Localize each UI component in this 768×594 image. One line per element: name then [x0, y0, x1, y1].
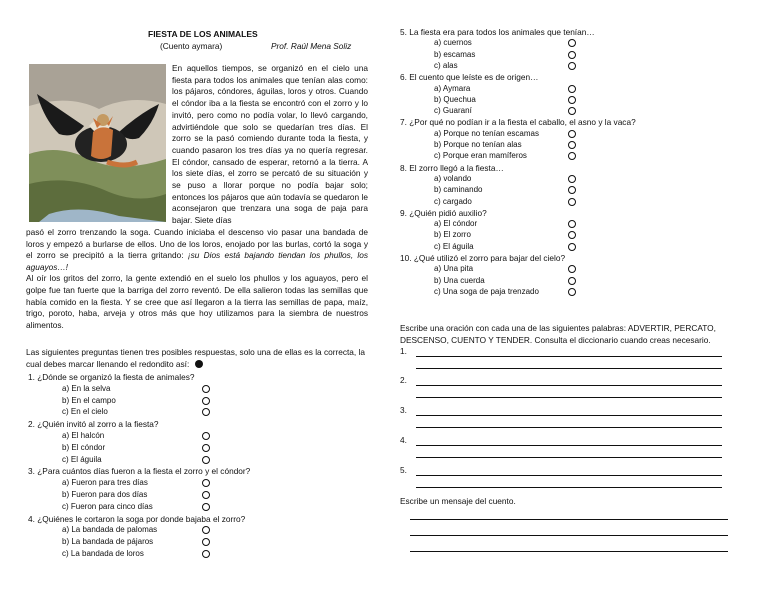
- question-4: 4. ¿Quiénes le cortaron la soga por donde bajaba el zorro?: [28, 513, 246, 524]
- answer-radio[interactable]: [202, 526, 210, 534]
- answer-option: a) Una pita: [434, 264, 474, 274]
- answer-radio[interactable]: [568, 231, 576, 239]
- answer-radio[interactable]: [202, 550, 210, 558]
- answer-option: b) Quechua: [434, 94, 476, 104]
- instructions: [26, 347, 371, 370]
- answer-option: a) volando: [434, 173, 472, 183]
- answer-option: a) En la selva: [62, 383, 111, 393]
- answer-radio[interactable]: [202, 385, 210, 393]
- answer-option: a) Porque no tenían escamas: [434, 128, 539, 138]
- answer-radio[interactable]: [568, 186, 576, 194]
- answer-radio[interactable]: [202, 456, 210, 464]
- answer-option: c) Fueron para cinco días: [62, 501, 153, 511]
- answer-option: b) Una cuerda: [434, 275, 485, 285]
- instructions-text: Las siguientes preguntas tienen tres posibles respuestas, solo una de ellas es la correcta, la cual debes marcar llenando el redondito así:: [26, 347, 365, 369]
- answer-radio[interactable]: [568, 265, 576, 273]
- answer-radio[interactable]: [202, 503, 210, 511]
- answer-radio[interactable]: [202, 479, 210, 487]
- sentence-number: 5.: [400, 465, 407, 475]
- story-part-2: Al oír los gritos del zorro, la gente extendió en el suelo los phullos y los aguayos, pero el golpe fue tan fuerte que la barriga del zorro reventó. De ella salieron todas las semillas que había comido en la fiesta. Y se cree que así llegaron a la tierra las semillas de papa, maíz, trigo, poroto, haba, arveja y otros más que hoy utilizamos para la siembra de nuestros alimentos.: [26, 273, 368, 330]
- sentence-number: 1.: [400, 346, 407, 356]
- question-5: 9. ¿Quién pidió auxilio?: [400, 207, 487, 218]
- answer-option: c) Una soga de paja trenzado: [434, 286, 539, 296]
- answer-option: a) Aymara: [434, 83, 471, 93]
- answer-option: b) La bandada de pájaros: [62, 537, 154, 547]
- answer-radio[interactable]: [202, 408, 210, 416]
- message-line[interactable]: [410, 551, 728, 552]
- answer-option: b) escamas: [434, 49, 476, 59]
- answer-option: c) Porque eran mamíferos: [434, 151, 527, 161]
- sentence-line[interactable]: [416, 445, 722, 446]
- question-6: 10. ¿Qué utilizó el zorro para bajar del cielo?: [400, 253, 566, 263]
- sentence-line[interactable]: [416, 475, 722, 476]
- question-4: 8. El zorro llegó a la fiesta…: [400, 162, 504, 173]
- message-line[interactable]: [410, 519, 728, 520]
- answer-option: b) caminando: [434, 185, 483, 195]
- answer-option: b) En el campo: [62, 395, 116, 405]
- answer-option: b) El zorro: [434, 230, 471, 240]
- story-part-1: pasó el zorro trenzando la soga. Cuando iniciaba el descenso vio pasar una bandada de loros y empezó a burlarse de ellos. Uno de los loros, enojado por las burlas, cortó la soga y el zorro se precipitó a la tierra gritando:: [26, 227, 368, 261]
- answer-radio[interactable]: [568, 141, 576, 149]
- answer-option: c) cargado: [434, 196, 472, 206]
- sentence-number: 4.: [400, 435, 407, 445]
- author: Prof. Raúl Mena Soliz: [271, 41, 352, 51]
- answer-option: c) Guaraní: [434, 106, 472, 116]
- sentence-number: 2.: [400, 375, 407, 385]
- answer-radio[interactable]: [568, 39, 576, 47]
- answer-option: c) El águila: [62, 454, 102, 464]
- answer-radio[interactable]: [568, 152, 576, 160]
- answer-radio[interactable]: [202, 432, 210, 440]
- answer-option: a) Fueron para tres días: [62, 478, 148, 488]
- story-text-wrapped: En aquellos tiempos, se organizó en el cielo una fiesta para todos los animales que tenían alas como: los pájaros, cóndores, águilas, loros y otros. Cuando el cóndor iba a la fiesta se encontró con el zorro y lo invitó, pero como no podía volar, lo llevó cargando, advirtiéndole que solo se quedarían tres días. El zorro se la pasó comiendo durante toda la fiesta, y cuando pasaron los tres días ya no quería regresar. El cóndor, cansado de esperar, retornó a la tierra. A los siete días, el zorro se percató de su situación y se puso a llorar porque no podía bajar solo; entonces los pájaros que aún todavía se quedaron le aconsejaron que trenzara una soga de paja para bajar. Siete días: [172, 63, 368, 226]
- answer-radio[interactable]: [568, 130, 576, 138]
- sentence-number: 3.: [400, 405, 407, 415]
- message-line[interactable]: [410, 535, 728, 536]
- answer-radio[interactable]: [202, 397, 210, 405]
- answer-radio[interactable]: [202, 491, 210, 499]
- answer-radio[interactable]: [568, 51, 576, 59]
- answer-radio[interactable]: [568, 96, 576, 104]
- sentence-line[interactable]: [416, 415, 722, 416]
- sentence-line[interactable]: [416, 356, 722, 357]
- answer-option: a) El halcón: [62, 431, 105, 440]
- answer-option: b) El cóndor: [62, 442, 106, 452]
- page-subtitle: (Cuento aymara): [160, 41, 223, 51]
- answer-option: b) Fueron para dos días: [62, 490, 148, 499]
- sentence-line[interactable]: [416, 368, 722, 369]
- answer-option: c) El águila: [434, 241, 474, 251]
- answer-option: b) Porque no tenían alas: [434, 140, 522, 149]
- answer-radio[interactable]: [202, 538, 210, 546]
- answer-radio[interactable]: [568, 62, 576, 70]
- answer-option: a) La bandada de palomas: [62, 525, 158, 535]
- question-1: 1. ¿Dónde se organizó la fiesta de animales?: [28, 372, 195, 382]
- sentence-line[interactable]: [416, 397, 722, 398]
- question-3: 7. ¿Por qué no podían ir a la fiesta el caballo, el asno y la vaca?: [400, 117, 636, 128]
- answer-radio[interactable]: [568, 277, 576, 285]
- answer-radio[interactable]: [568, 198, 576, 206]
- answer-radio[interactable]: [568, 85, 576, 93]
- story-quote: ¡su Dios está bajando tiendan los phullos, los aguayos…!: [26, 250, 368, 272]
- sentence-line[interactable]: [416, 427, 722, 428]
- answer-radio[interactable]: [568, 220, 576, 228]
- message-task: Escribe un mensaje del cuento.: [400, 496, 516, 506]
- condor-fox-illustration: [29, 64, 166, 222]
- answer-radio[interactable]: [202, 444, 210, 452]
- question-1: 5. La fiesta era para todos los animales que tenían…: [400, 27, 595, 37]
- answer-option: a) El cóndor: [434, 219, 478, 229]
- answer-option: c) La bandada de loros: [62, 549, 144, 558]
- answer-option: a) cuernos: [434, 38, 472, 48]
- sentence-line[interactable]: [416, 385, 722, 386]
- answer-option: c) En el cielo: [62, 407, 108, 417]
- answer-option: c) alas: [434, 60, 458, 70]
- answer-radio[interactable]: [568, 243, 576, 251]
- sentence-line[interactable]: [416, 487, 722, 488]
- sentences-task: Escribe una oración con cada una de las siguientes palabras: ADVERTIR, PERCATO, DESCENSO, CUENTO Y TENDER. Consulta el diccionario cuando creas necesario.: [400, 323, 716, 345]
- filled-circle-example-icon: [195, 360, 203, 368]
- answer-radio[interactable]: [568, 175, 576, 183]
- question-2: 2. ¿Quién invitó al zorro a la fiesta?: [28, 419, 159, 430]
- page-title: FIESTA DE LOS ANIMALES: [148, 29, 258, 39]
- story-text: [26, 227, 368, 331]
- answer-radio[interactable]: [568, 288, 576, 296]
- question-3: 3. ¿Para cuántos días fueron a la fiesta el zorro y el cóndor?: [28, 466, 251, 477]
- answer-radio[interactable]: [568, 107, 576, 115]
- question-2: 6. El cuento que leíste es de origen…: [400, 72, 539, 83]
- sentence-line[interactable]: [416, 457, 722, 458]
